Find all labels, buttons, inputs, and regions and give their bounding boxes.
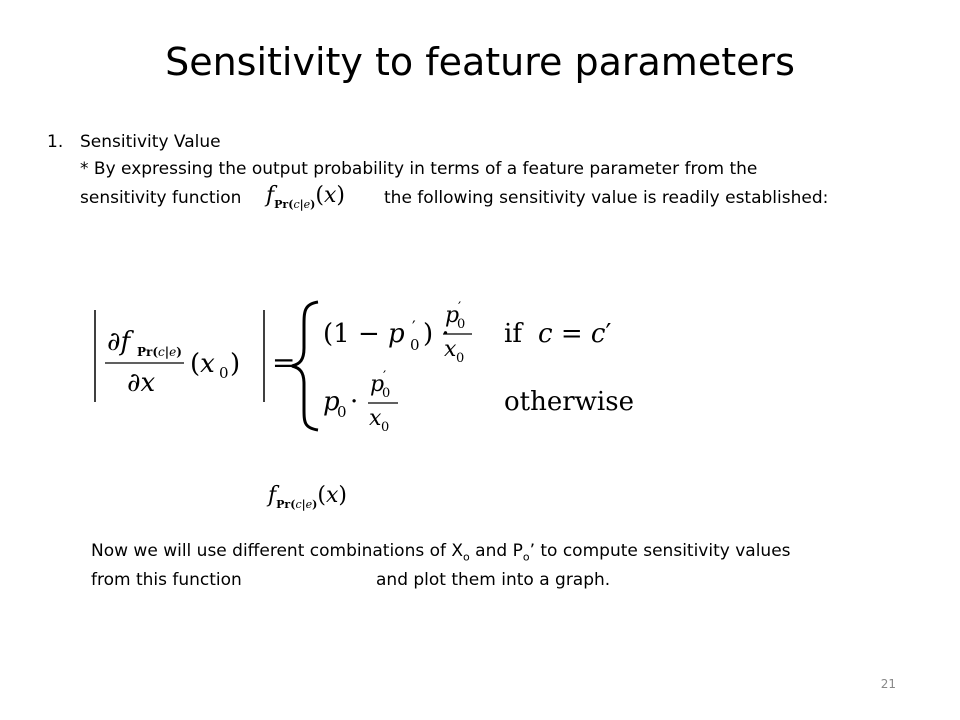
svg-text:0: 0 [457,317,466,332]
paragraph-line-2-end: the following sensitivity value is readily established: [384,188,829,208]
svg-text:(x: (x [190,349,215,379]
svg-text:c = c′: c = c′ [538,319,612,349]
svg-text:p: p [323,387,340,417]
svg-text:p: p [370,372,385,397]
svg-text:′: ′ [458,300,462,316]
page-number: 21 [880,677,896,691]
case2-otherwise-text: otherwise [504,387,634,417]
inline-sensitivity-function: $f_{Pr(c|e)}(x)$ [266,183,345,211]
svg-text:′: ′ [383,369,387,385]
svg-text:0: 0 [337,403,347,421]
sensitivity-formula [80,290,660,440]
svg-text:0: 0 [410,336,420,354]
paragraph2-line-2-end: and plot them into a graph. [376,570,611,590]
svg-text:0: 0 [456,351,465,366]
svg-text:x: x [369,406,382,431]
svg-text:′: ′ [412,317,416,336]
paragraph2-line-2-start: from this function [91,570,242,590]
item-heading: Sensitivity Value [80,132,221,152]
svg-text:(1 − p: (1 − p [323,319,405,349]
svg-text:·: · [350,387,359,417]
svg-text:x: x [444,337,457,362]
function-symbol: $f_{Pr(c|e)}(x)$ [268,483,347,511]
svg-text:=: = [272,346,296,379]
slide-title: Sensitivity to feature parameters [165,40,795,84]
svg-text:∂x: ∂x [127,368,156,398]
case1-if-text: if [504,319,522,349]
paragraph-line-2-start: sensitivity function [80,188,242,208]
svg-text:0: 0 [381,420,390,435]
paragraph2-line-1: Now we will use different combinations of $X_o$ and $P_o$’ to compute sensitivity values [91,541,791,564]
paragraph-line-1: * By expressing the output probability in terms of a feature parameter from the [80,159,758,179]
svg-text:) ·: ) · [423,319,450,349]
svg-text:∂f: ∂f [107,327,131,357]
svg-text:p: p [445,303,460,328]
svg-text:Pr(c|e): Pr(c|e) [137,345,182,359]
list-number: 1. [47,132,64,152]
svg-text:0: 0 [382,386,391,401]
svg-text:0: 0 [219,364,229,382]
svg-text:): ) [230,349,241,379]
